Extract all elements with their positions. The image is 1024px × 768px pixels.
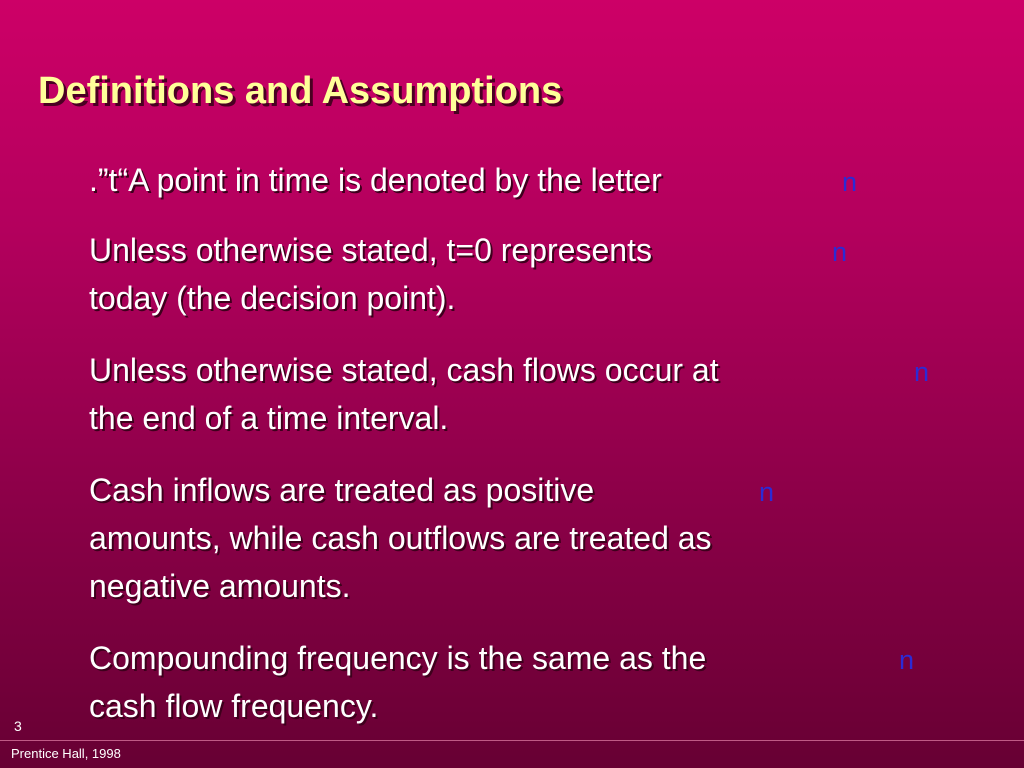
footer-divider: [0, 740, 1024, 741]
bullet-marker: n: [899, 645, 915, 675]
bullet-text-line: negative amounts.: [89, 568, 351, 604]
bullet-text-line: .”t“A point in time is denoted by the letter: [89, 162, 662, 198]
copyright-notice: Prentice Hall, 1998: [11, 746, 121, 761]
bullet-text-line: today (the decision point).: [89, 280, 456, 316]
bullet-text-line: cash flow frequency.: [89, 688, 379, 724]
bullet-marker: n: [759, 477, 775, 507]
bullet-marker: n: [914, 357, 930, 387]
bullet-text-line: Unless otherwise stated, t=0 represents: [89, 232, 652, 268]
slide-title: Definitions and Assumptions: [38, 70, 563, 112]
bullet-marker: n: [842, 167, 858, 197]
page-number: 3: [14, 718, 22, 734]
bullet-text-line: Cash inflows are treated as positive: [89, 472, 595, 508]
bullet-marker: n: [832, 237, 848, 267]
bullet-text-line: Compounding frequency is the same as the: [89, 640, 707, 676]
bullet-text-line: amounts, while cash outflows are treated as: [89, 520, 712, 556]
bullet-text-line: the end of a time interval.: [89, 400, 449, 436]
bullet-text-line: Unless otherwise stated, cash flows occur at: [89, 352, 719, 388]
